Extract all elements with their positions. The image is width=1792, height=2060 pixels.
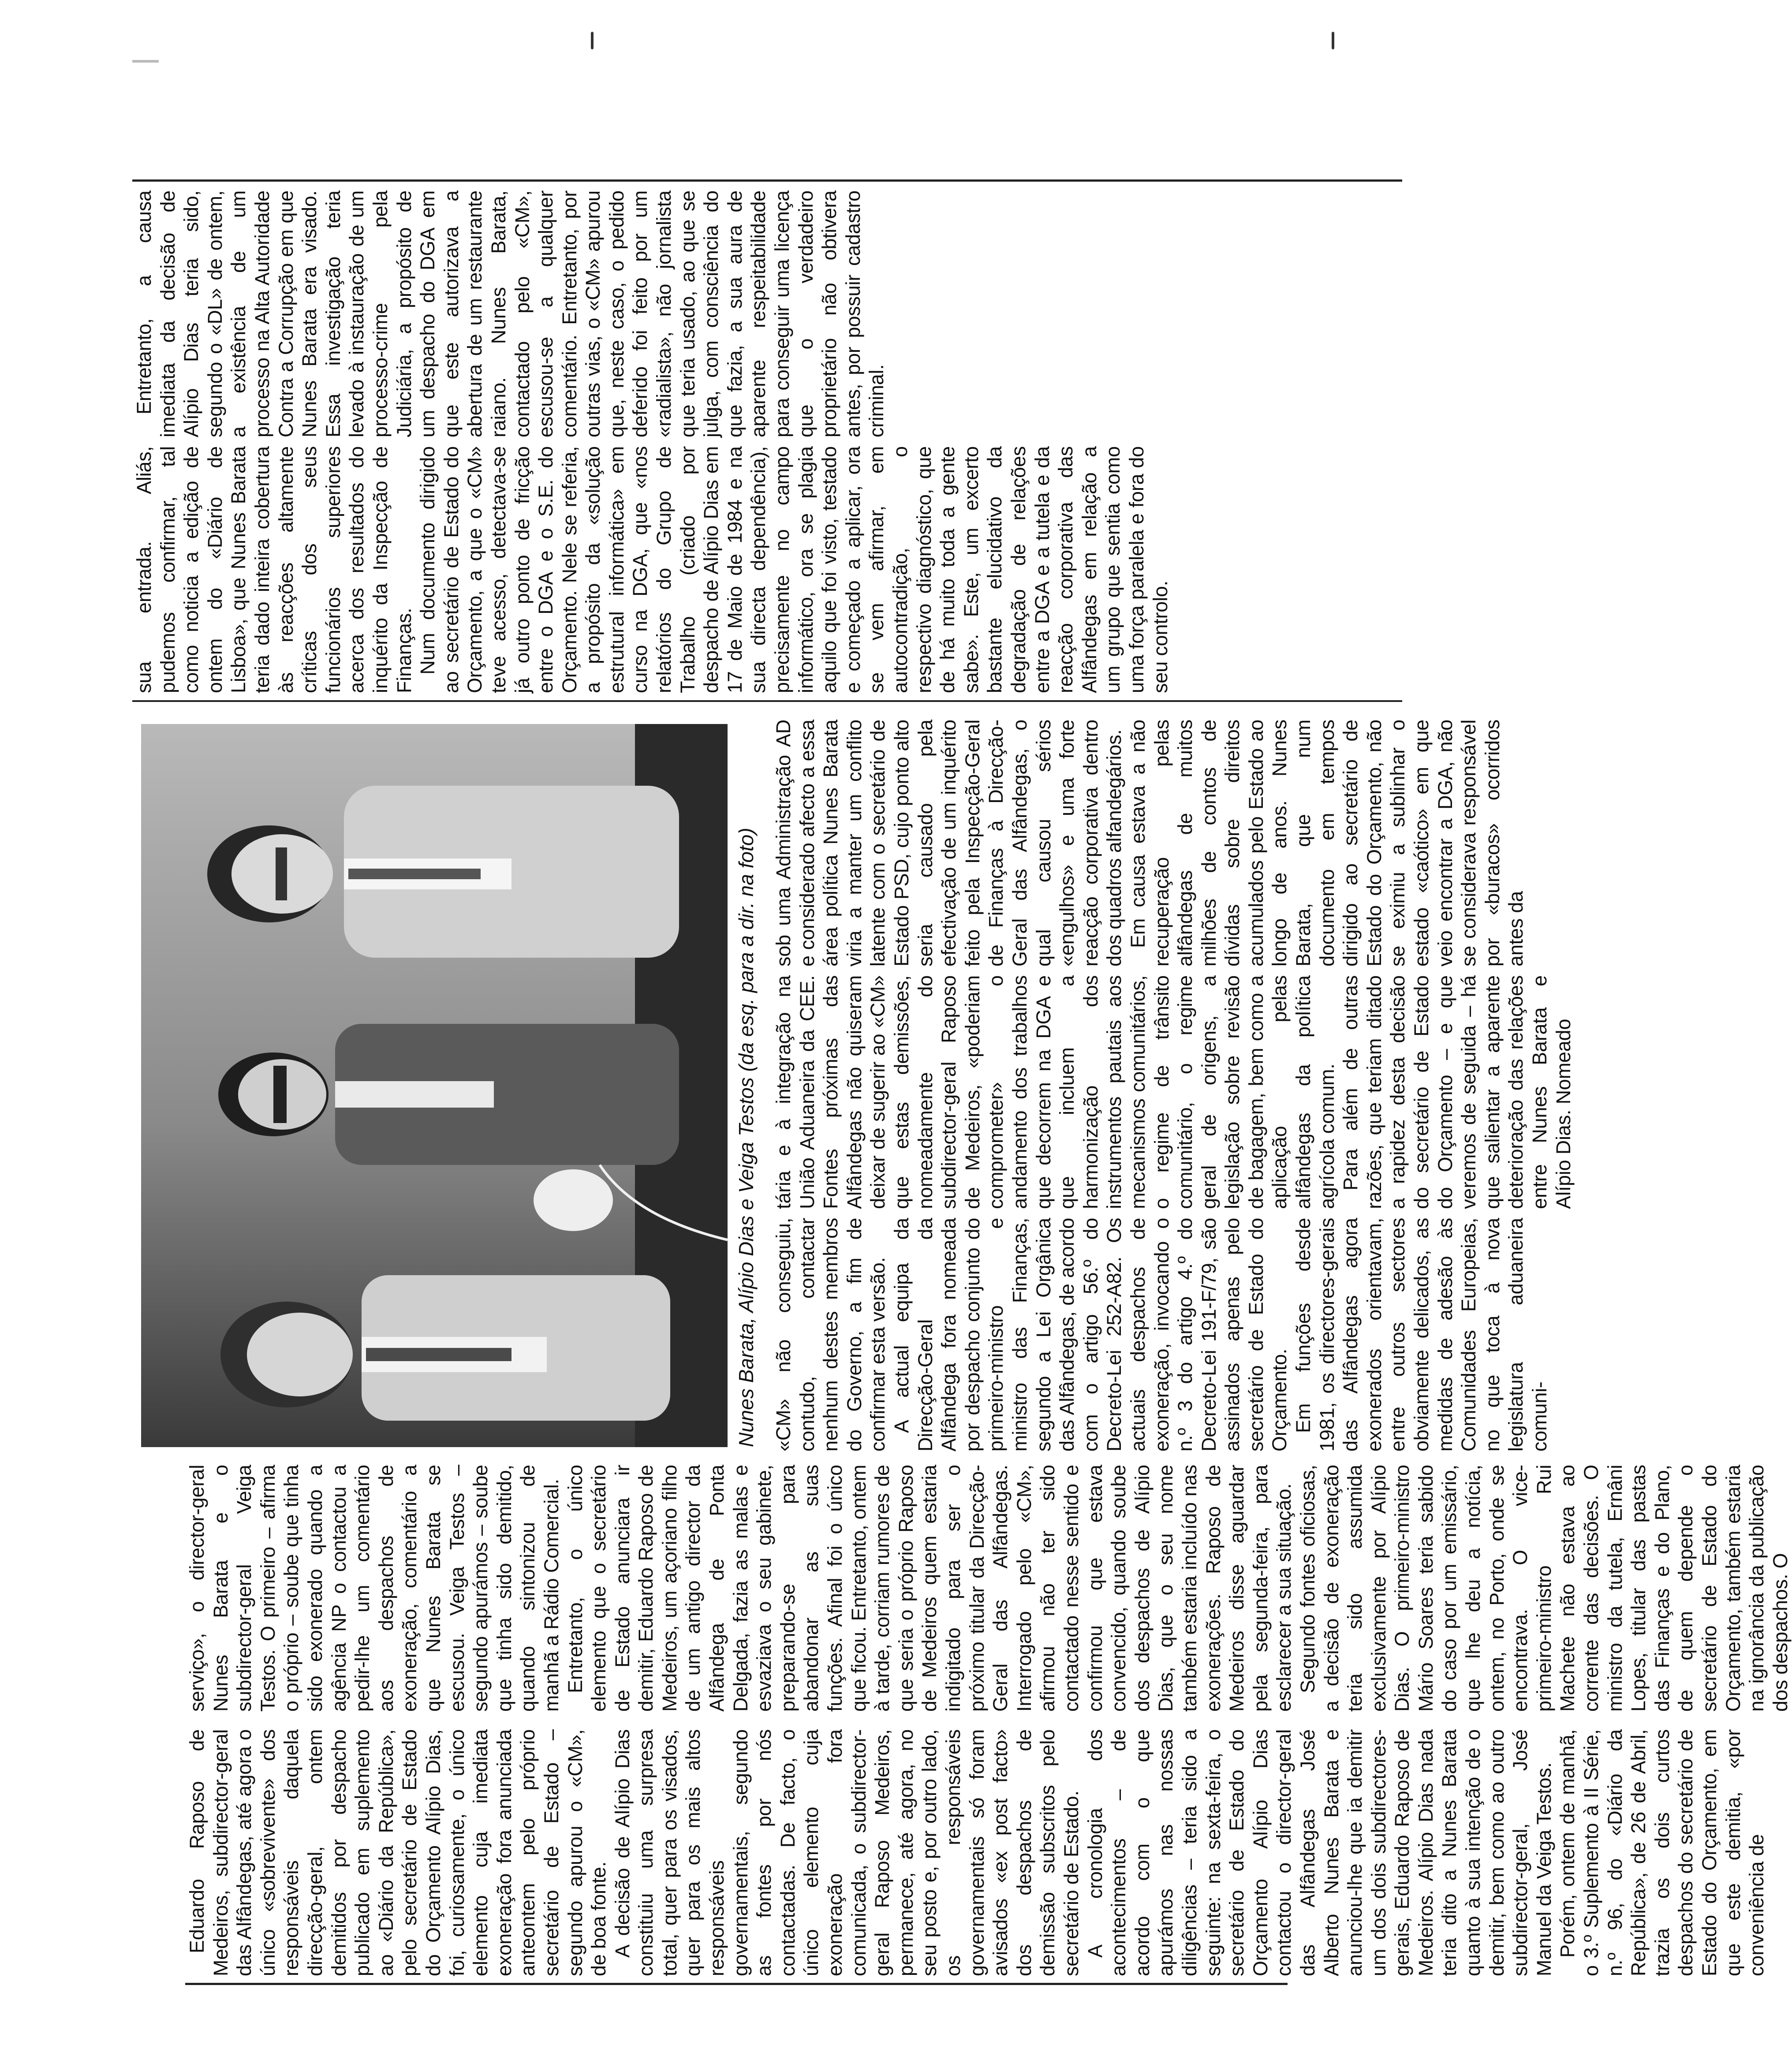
column-rule — [132, 700, 1402, 702]
article-column-2 — [185, 1465, 1792, 1712]
paragraph: Porém, ontem de manhã, o 3.º Suplemento à II Série, n.º 96, do «Diário da República», de 26 de Abril, trazia os dois curtos despachos do secretário de Estado do Orçamento, em que este demitia, «por conveniência de — [1556, 1729, 1768, 1976]
article-photo — [141, 724, 728, 1447]
article-column-3 — [772, 1218, 1551, 1452]
paragraph: A actual equipa da Direcção-Geral da Alfândega fora nomeada por despacho conjunto do primeiro-ministro e ministro das Finanças, segundo a Lei Orgânica das Alfândegas, de acordo com o artigo 56.º do Decreto-Lei 252-A82. Os actuais despachos de exoneração, invocando o n.º 3 do artigo 4.º do Decreto-Lei 191-F/79, são assinados apenas pelo secretário de Estado do Orçamento. — [890, 1218, 1291, 1452]
scan-mark — [132, 60, 159, 63]
paragraph: Eduardo Raposo de Medeiros, subdirector-geral das Alfândegas, até agora o único «sobrevivente» dos responsáveis daquela direcção-geral, ontem demitidos por despacho publicado em suplemento ao «Diário da República», pelo secretário de Estado do Orçamento Alípio Dias, foi, curiosamente, o único elemento cuja imediata exoneração fora anunciada anteontem pelo próprio secretário de Estado – segundo apurou o «CM», de boa fonte. — [186, 1729, 610, 1976]
photo-illustration — [141, 724, 728, 1447]
paragraph: A cronologia dos acontecimentos – de acordo com o que apurámos nas nossas diligências – teria sido a seguinte: na sexta-feira, o secretário de Estado do Orçamento Alípio Dias contactou o director-geral das Alfândegas José Alberto Nunes Barata e anunciou-lhe que ia demitir um dos dois subdirectores-gerais, Eduardo Raposo de Medeiros. Alípio Dias nada teria dito a Nunes Barata quanto à sua intenção de o demitir, bem como ao outro subdirector-geral, José Manuel da Veiga Testos. — [1083, 1729, 1555, 1976]
paragraph: Segundo fontes oficiosas, a decisão de exoneração teria sido assumida exclusivamente por Alípio Dias. O primeiro-ministro Mário Soares teria sabido do caso por um emissário, que lhe deu a notícia, ontem, no Porto, onde se encontrava. O vice-primeiro-ministro Rui Machete não estava ao corrente das decisões. O ministro da tutela, Ernâni Lopes, titular das pastas das Finanças e do Plano, de quem depende o secretário de Estado do Orçamento, também estaria na ignorância da publicação dos despachos. O — [1296, 1465, 1792, 1712]
paragraph: tária e à integração na União Aduaneira da CEE. Fontes próximas das Alfândegas não quiseram deixar de sugerir ao «CM» que estas demissões, nomeadamente do subdirector-geral Raposo de Medeiros, «poderiam comprometer» o andamento dos trabalhos que decorrem na DGA e que incluem a harmonização dos instrumentos pautais aos mecanismos comunitários, o regime de trânsito comunitário, o regime geral de origens, a legislação sobre revisão de bagagem, bem como a aplicação pelas alfândegas da política agrícola comum. — [772, 975, 1338, 1209]
article-column-6 — [132, 446, 1402, 693]
photo-caption: Nunes Barata, Alípio Dias e Veiga Testos (da esq. para a dir. na foto) — [735, 828, 758, 1447]
paragraph: sob uma Administração AD e considerado afecto a essa área política Nunes Barata viria a manter um conflito latente com o secretário de Estado PSD, cujo ponto alto seria causado pela efectivação de um inquérito feito pela Inspecção-Geral de Finanças à Direcção-Geral das Alfândegas, o qual causou sérios «engulhos» e uma forte reacção corporativa dentro dos quadros alfandegários. — [772, 720, 1126, 967]
paragraph: Em causa estava a não recuperação pelas alfândegas de muitos milhões de contos de dívidas sobre direitos acumulados pelo Estado ao longo de anos. Nunes Barata, que num documento em tempos dirigido ao secretário de Estado do Orçamento, não se eximiu a sublinhar o estado «caótico» em que veio encontrar a DGA, não se considerava responsável por «buracos» ocorridos antes da — [1126, 720, 1527, 967]
column-rule — [185, 1983, 1288, 1985]
article-column-1 — [185, 1729, 1768, 1976]
paragraph: sua entrada. Aliás, pudemos confirmar, tal como noticia a edição de ontem do «Diário de Lisboa», que Nunes Barata teria dado inteira cobertura às reacções altamente críticas dos seus funcionários superiores acerca dos resultados do inquérito da Inspecção de Finanças. — [133, 446, 415, 693]
paragraph: Entretanto, a causa imediata da decisão de Alípio Dias teria sido, segundo o «DL» de ontem, a existência de um processo na Alta Autoridade Contra a Corrupção em que Nunes Barata era visado. Essa investigação teria levado à instauração de um processo-crime pela Judiciária, a propósito de um despacho do DGA em que este autorizava a abertura de um restaurante raiano. Nunes Barata, contactado pelo «CM», escusou-se a qualquer comentário. Entretanto, por outras vias, o «CM» apurou que, neste caso, o pedido deferido foi feito por um «radialista», não jornalista que teria usado, ao que se julga, com consciência do que fazia, a sua aura de aparente respeitabilidade para conseguir uma licença que o verdadeiro proprietário não obtivera antes, por possuir cadastro criminal. — [133, 190, 888, 437]
paragraph: Num documento dirigido ao secretário de Estado do Orçamento, a que o «CM» teve acesso, detectava-se já outro ponto de fricção entre o DGA e o S.E. do Orçamento. Nele se referia, a propósito da «solução estrutural informática» em curso na DGA, que «nos relatórios do Grupo de Trabalho (criado por despacho de Alípio Dias em 17 de Maio de 1984 e na sua directa dependência), precisamente no campo informático, ora se plagia aquilo que foi visto, testado e começado a aplicar, ora se vem afirmar, em autocontradição, o respectivo diagnóstico, que de há muito toda a gente sabe». Este, um excerto bastante elucidativo da degradação de relações entre a DGA e a tutela e da reacção corporativa das Alfândegas em relação a um grupo que sentia como uma força paralela e fora do seu controlo. — [416, 446, 1172, 693]
scan-mark — [1332, 32, 1334, 49]
paragraph: serviço», o director-geral Nunes Barata e o subdirector-geral Veiga Testos. O primeiro – afirma o próprio – soube que tinha sido exonerado quando a agência NP o contactou a pedir-lhe um comentário aos despachos de exoneração, comentário a que Nunes Barata se escusou. Veiga Testos – segundo apurámos – soube que tinha sido demitido, quando sintonizou de manhã a Rádio Comercial. — [186, 1465, 563, 1712]
paragraph: A decisão de Alípio Dias constituiu uma surpresa total, quer para os visados, quer para os mais altos responsáveis governamentais, segundo as fontes por nós contactadas. De facto, o único elemento cuja exoneração fora comunicada, o subdirector-geral Raposo Medeiros, permanece, até agora, no seu posto e, por outro lado, os responsáveis governamentais só foram avisados «ex post facto» dos despachos de demissão subscritos pelo secretário de Estado. — [611, 1729, 1083, 1976]
article-column-7 — [132, 190, 1402, 437]
paragraph: Entretanto, o único elemento que o secretário de Estado anunciara ir demitir, Eduardo Raposo de Medeiros, um açoriano filho de um antigo director da Alfândega de Ponta Delgada, fazia as malas e esvaziava o seu gabinete, preparando-se para abandonar as suas funções. Afinal foi o único que ficou. Entretanto, ontem à tarde, corriam rumores de que seria o próprio Raposo de Medeiros quem estaria indigitado para ser o próximo titular da Direcção-Geral das Alfândegas. Interrogado pelo «CM», afirmou não ter sido contactado nesse sentido e confirmou que estava convencido, quando soube dos despachos de Alípio Dias, que o seu nome também estaria incluído nas exonerações. Raposo de Medeiros disse aguardar pela segunda-feira, para esclarecer a sua situação. — [564, 1465, 1295, 1712]
article-column-4 — [772, 975, 1575, 1209]
scan-mark — [591, 32, 594, 49]
article-column-5 — [772, 720, 1527, 967]
paragraph: Para além de outras razões, que teriam ditado a rapidez desta decisão do secretário de Estado do Orçamento – e que veremos de seguida – há que salientar a aparente deterioração das relações entre Nunes Barata e Alípio Dias. Nomeado — [1339, 975, 1575, 1209]
column-rule — [132, 179, 1402, 182]
paragraph: Em funções desde 1981, os directores-gerais das Alfândegas agora exonerados orientavam, entre outros sectores obviamente delicados, as medidas de adesão às Comunidades Europeias, no que toca à nova legislatura aduaneira comuni- — [1292, 1218, 1551, 1452]
paragraph: «CM» não conseguiu, contudo, contactar nenhum destes membros do Governo, a fim de confirmar esta versão. — [772, 1218, 889, 1452]
